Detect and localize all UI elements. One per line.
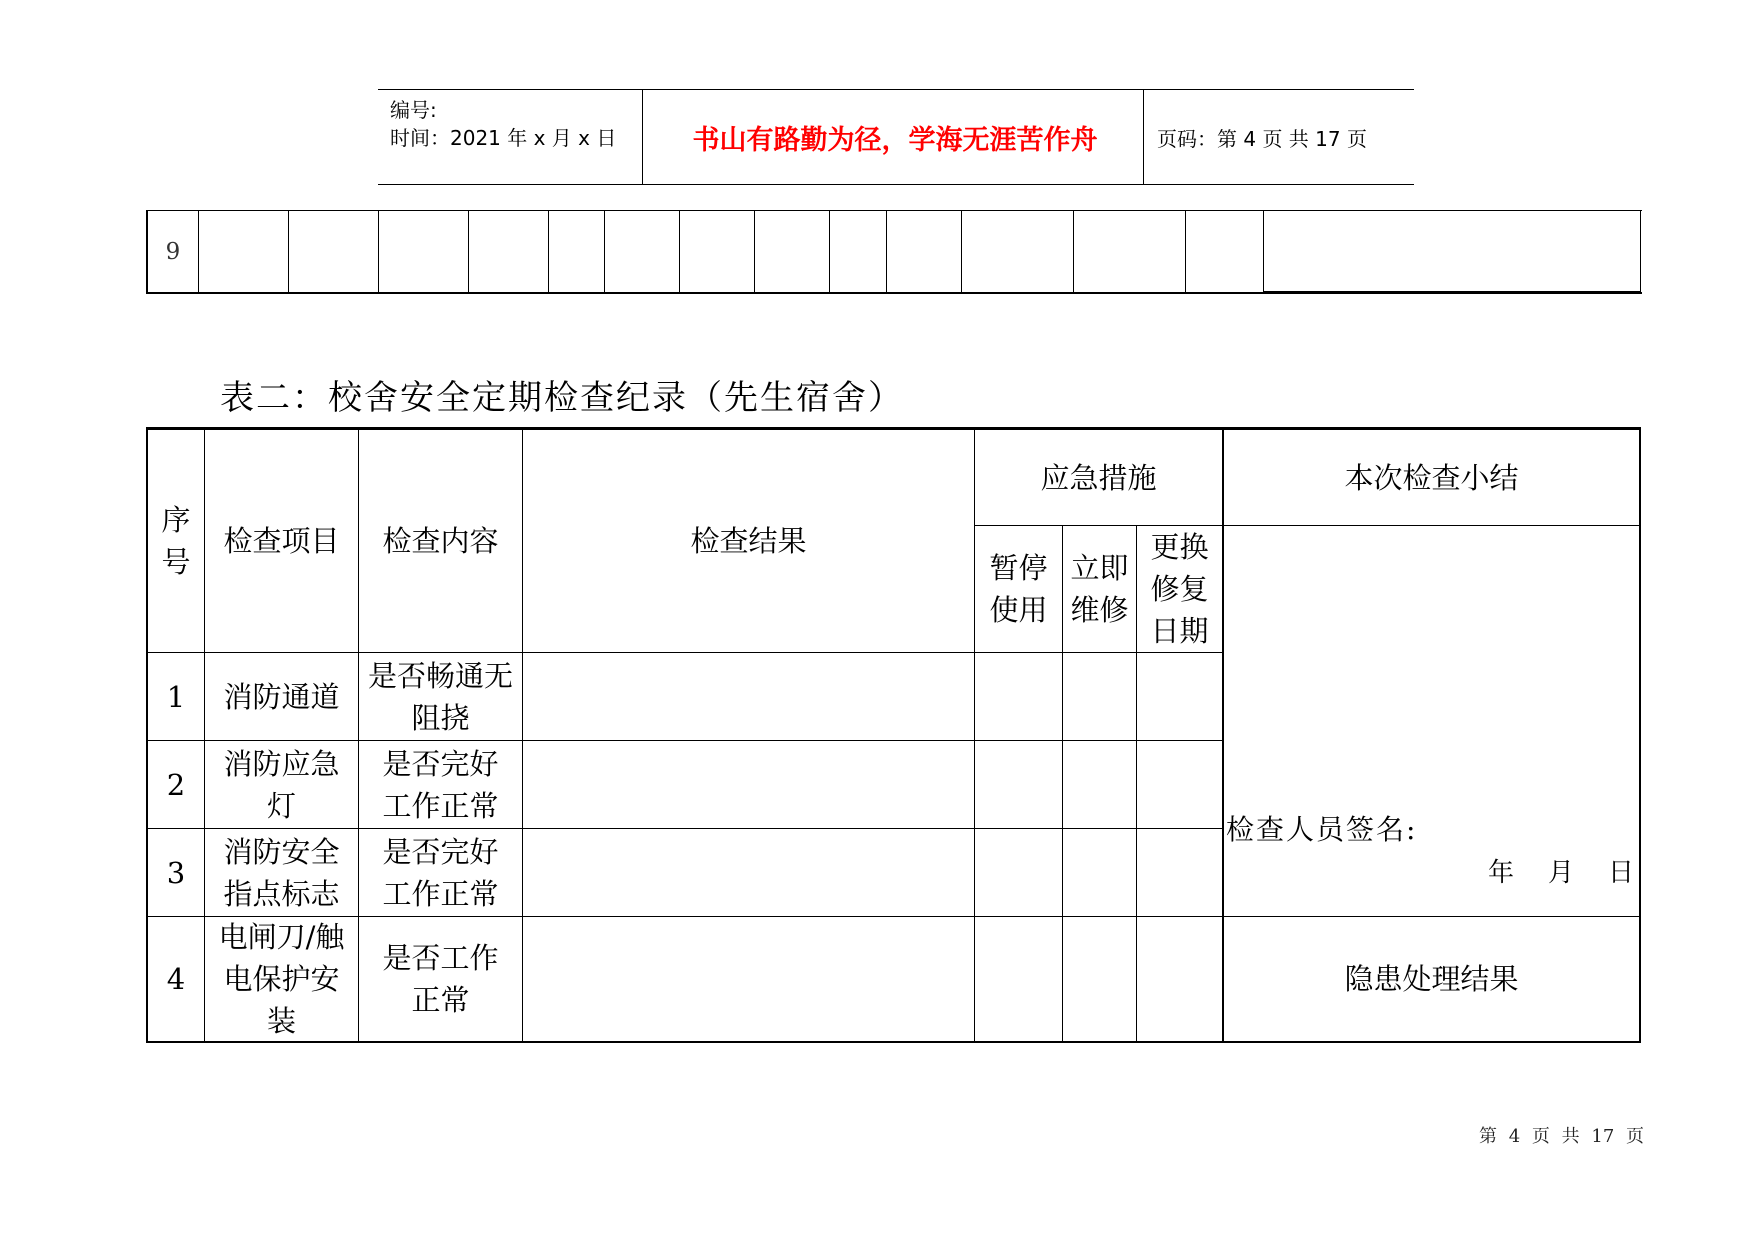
header-result: 检查结果 xyxy=(690,524,807,558)
header-meta xyxy=(390,96,616,152)
col-divider xyxy=(378,211,379,292)
motto: 书山有路勤为径，学海无涯苦作舟 xyxy=(692,124,1098,156)
row-item: 消防应急灯 xyxy=(223,746,340,823)
col-divider xyxy=(829,211,830,292)
header-suspend: 暂停使用 xyxy=(989,551,1048,627)
col-divider xyxy=(1185,211,1186,292)
row-content: 是否完好工作正常 xyxy=(382,746,499,823)
col-divider xyxy=(679,211,680,292)
header-seq: 序号 xyxy=(161,503,191,579)
header-item: 检查项目 xyxy=(223,524,340,558)
row-item: 消防安全指点标志 xyxy=(223,834,340,911)
row-number: 3 xyxy=(166,855,186,890)
header-summary: 本次检查小结 xyxy=(1344,460,1519,495)
page-footer: 第 4 页 共 17 页 xyxy=(1479,1126,1644,1147)
number-label: 编号: xyxy=(390,98,437,122)
col-divider xyxy=(754,211,755,292)
row-content: 是否工作正常 xyxy=(382,941,499,1017)
header-replace-date: 更换修复日期 xyxy=(1150,530,1209,648)
header-page-code: 页码：第 4 页 共 17 页 xyxy=(1157,126,1367,151)
row-number: 9 xyxy=(165,238,181,265)
col-divider xyxy=(198,211,199,292)
header-divider xyxy=(642,90,643,184)
signature-date-month: 月 xyxy=(1548,858,1575,888)
header-emergency: 应急措施 xyxy=(1040,460,1157,495)
document-header xyxy=(378,89,1414,185)
col-divider xyxy=(604,211,605,292)
row-item: 消防通道 xyxy=(223,679,340,714)
table1-tail-cell xyxy=(1263,210,1641,292)
inspection-table xyxy=(146,427,1641,1043)
hazard-result-label: 隐患处理结果 xyxy=(1344,962,1519,996)
row-item: 电闸刀/触电保护安装 xyxy=(218,920,345,1038)
row-number: 2 xyxy=(166,767,186,802)
col-divider xyxy=(961,211,962,292)
signature-date-year: 年 xyxy=(1488,858,1515,888)
col-divider xyxy=(886,211,887,292)
col-divider xyxy=(468,211,469,292)
col-divider xyxy=(288,211,289,292)
time-label: 时间：2021 年 x 月 x 日 xyxy=(390,126,617,150)
col-divider xyxy=(548,211,549,292)
row-content: 是否完好工作正常 xyxy=(382,834,499,911)
signature-date-day: 日 xyxy=(1608,858,1635,888)
header-repair: 立即维修 xyxy=(1070,551,1129,627)
table-title: 表二：校舍安全定期检查纪录（先生宿舍） xyxy=(220,378,904,418)
header-content: 检查内容 xyxy=(382,524,499,558)
row-content: 是否畅通无阻挠 xyxy=(367,658,513,735)
row-number: 4 xyxy=(166,962,186,996)
col-divider xyxy=(1073,211,1074,292)
row-number: 1 xyxy=(166,679,186,714)
inspector-signature: 检查人员签名: xyxy=(1226,813,1418,846)
